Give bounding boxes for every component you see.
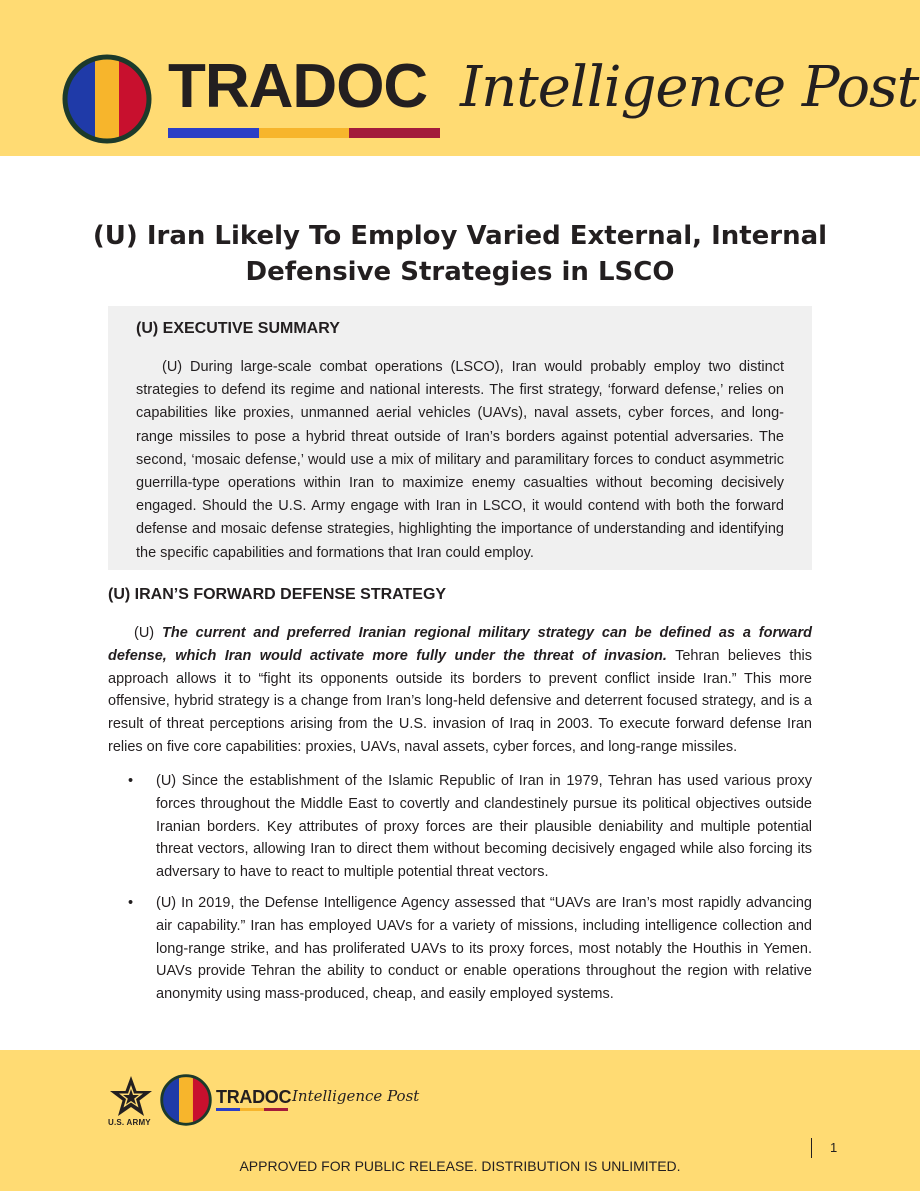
army-star-icon xyxy=(108,1074,154,1120)
section-paragraph xyxy=(108,622,812,759)
bullet-icon: • xyxy=(128,773,134,789)
army-label: U.S. ARMY xyxy=(108,1118,151,1127)
bullet-text: (U) Since the establishment of the Islamic Republic of Iran in 1979, Tehran has used various proxy forces throughout the Middle East to covertly and clandestinely pursue its political objectives outside Iranian borders. Key attributes of proxy forces are their plausible deniability and multiple potential threat vectors, allowing Iran to direct them without becoming decisively engaged while also forcing its adversary to have to react to multiple potential threat vectors. xyxy=(156,773,812,881)
executive-summary-box xyxy=(108,306,812,570)
list-item xyxy=(108,892,812,1006)
article-title: (U) Iran Likely To Employ Varied External, Internal Defensive Strategies in LSCO xyxy=(92,221,828,287)
footer-color-bars xyxy=(216,1108,288,1111)
bullet-list xyxy=(108,770,812,1006)
footer-brand: TRADOC xyxy=(216,1087,292,1107)
executive-summary-text: (U) During large-scale combat operations (LSCO), Iran would probably employ two distinct strategies to defend its regime and national interests. The first strategy, ‘forward defense,’ relies on capabilities like proxies, unmanned aerial vehicles (UAVs), naval assets, cyber forces, and long-range missiles to pose a hybrid threat outside of Iran’s borders against potential adversaries. The second, ‘mosaic defense,’ would use a mix of military and paramilitary forces to conduct asymmetric guerrilla-type operations within Iran to maximize enemy casualties without becoming decisively engaged. Should the U.S. Army engage with Iran in LSCO, it would contend with both the forward defense and mosaic defense strategies, highlighting the importance of understanding and identifying the specific capabilities and formations that Iran could employ. xyxy=(136,359,784,561)
brand-color-bars xyxy=(168,128,440,138)
list-item xyxy=(108,770,812,884)
release-statement: APPROVED FOR PUBLIC RELEASE. DISTRIBUTION IS UNLIMITED. xyxy=(239,1158,681,1174)
paragraph-body: Tehran believes this approach allows it to “fight its opponents outside its borders to prevent conflict inside Iran.” This more offensive, hybrid strategy is a change from Iran’s long-held defensive and deterrent focused strategy, and is a result of threat perceptions arising from the U.S. invasion of Iraq in 2003. To execute forward defense Iran relies on five core capabilities: proxies, UAVs, naval assets, cyber forces, and long-range missiles. xyxy=(108,647,812,755)
page-divider xyxy=(811,1138,812,1158)
page-number: 1 xyxy=(830,1140,838,1155)
brand-title: TRADOC xyxy=(168,52,428,121)
footer-subtitle: Intelligence Post xyxy=(292,1087,420,1105)
tradoc-shield-small-icon xyxy=(160,1074,212,1126)
brand-subtitle: Intelligence Post xyxy=(460,55,919,120)
executive-summary-heading: (U) EXECUTIVE SUMMARY xyxy=(136,320,340,337)
bullet-text: (U) In 2019, the Defense Intelligence Agency assessed that “UAVs are Iran’s most rapidly advancing air capability.” Iran has employed UAVs for a variety of missions, including intelligence collection and long-range strike, and has proliferated UAVs to its proxy forces, most notably the Houthis in Yemen. UAVs provide Tehran the ability to conduct or enable operations throughout the region with relative anonymity using mass-produced, cheap, and easily employed systems. xyxy=(156,894,812,1003)
tradoc-shield-icon xyxy=(62,54,152,144)
bullet-icon: • xyxy=(128,894,134,911)
section-heading: (U) IRAN’S FORWARD DEFENSE STRATEGY xyxy=(108,586,447,603)
paragraph-emphasis: The current and preferred Iranian regional military strategy can be defined as a forward defense, which Iran would activate more fully under the threat of invasion. xyxy=(108,625,812,664)
paragraph-classification: (U) xyxy=(134,625,162,641)
